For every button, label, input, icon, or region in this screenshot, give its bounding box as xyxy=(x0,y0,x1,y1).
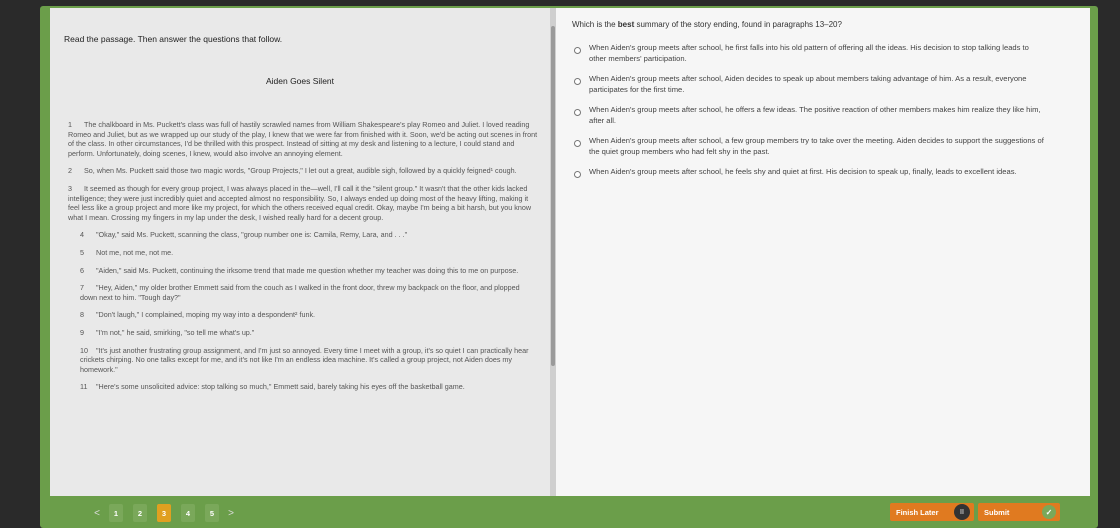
radio-button[interactable] xyxy=(574,47,581,54)
paragraph-9: 9 "I'm not," he said, smirking, "so tell me what's up." xyxy=(80,327,255,337)
paragraph-1: 1 The chalkboard in Ms. Puckett's class was full of hastily scrawled names from William Shakespeare's play Romeo and Juliet. I loved reading Romeo and Juliet, but as we wrapped up our study of the play, I knew that we were far from finished with it. Soon, we'd be acting out scenes in front of the class. In other circumstances, I'd be thrilled with this prospect. Instead of sitting at my desk and listening to a lecture, I could stand and perform. Unfortunately, doing scenes, I knew, would also involve an annoying element. xyxy=(68,120,538,158)
story-title: Aiden Goes Silent xyxy=(265,76,335,86)
radio-button[interactable] xyxy=(574,140,581,147)
paragraph-11: 11 "Here's some unsolicited advice: stop talking so much," Emmett said, barely taking his eyes off the basketball game. xyxy=(80,382,465,392)
finish-later-button[interactable]: Finish Later xyxy=(890,503,974,521)
paragraph-10: 10 "It's just another frustrating group assignment, and I'm just so annoyed. Every time I meet with a group, it's so quiet I can practically hear crickets chirping. No one talks except for me, and it's not like I'm an endless idea machine. It's called a group project, not Aiden does my homework." xyxy=(80,345,529,374)
paragraph-4: 4 "Okay," said Ms. Puckett, scanning the class, "group number one is: Camila, Remy, Lara, and . . ." xyxy=(80,230,408,240)
page-button-2[interactable]: 2 xyxy=(133,504,147,522)
passage-text xyxy=(68,120,538,400)
answer-option-3[interactable]: When Aiden's group meets after school, he offers a few ideas. The positive reaction of other members makes him realize they like him, after all. xyxy=(572,105,1076,126)
radio-button[interactable] xyxy=(574,171,581,178)
page-button-5[interactable]: 5 xyxy=(205,504,219,522)
answer-option-5[interactable]: When Aiden's group meets after school, he feels shy and quiet at first. His decision to speak up, finally, leads to excellent ideas. xyxy=(572,167,1076,178)
submit-label: Submit xyxy=(984,507,1010,517)
bottom-nav-bar xyxy=(50,500,1090,526)
question-text: Which is the best summary of the story ending, found in paragraphs 13–20? xyxy=(572,20,842,29)
test-window xyxy=(50,8,1090,496)
checkmark-icon: ✓ xyxy=(1042,505,1056,519)
answer-option-1[interactable]: When Aiden's group meets after school, he first falls into his old pattern of offering all the ideas. His decision to stop talking leads to other members' participation. xyxy=(572,43,1076,64)
radio-button[interactable] xyxy=(574,78,581,85)
question-pager xyxy=(90,504,238,522)
next-arrow-icon[interactable]: > xyxy=(228,507,234,519)
scrollbar-thumb[interactable] xyxy=(551,26,555,366)
page-button-1[interactable]: 1 xyxy=(109,504,123,522)
paragraph-6: 6 "Aiden," said Ms. Puckett, continuing the irksome trend that made me question whether my teacher was doing this to me on purpose. xyxy=(80,265,519,275)
pause-icon[interactable]: II xyxy=(954,504,970,520)
paragraph-5: 5 Not me, not me, not me. xyxy=(80,247,174,257)
passage-pane[interactable] xyxy=(50,8,550,496)
question-pane xyxy=(556,8,1090,496)
submit-button[interactable] xyxy=(978,503,1060,521)
answer-option-4[interactable]: When Aiden's group meets after school, a few group members try to take over the meeting. Aiden decides to support the suggestions of the quiet group members who had felt shy in the past. xyxy=(572,136,1076,157)
paragraph-7: 7 "Hey, Aiden," my older brother Emmett said from the couch as I walked in the front door, threw my backpack on the floor, and plopped down next to him. "Tough day?" xyxy=(80,283,520,302)
paragraph-8: 8 "Don't laugh," I complained, moping my way into a despondent² funk. xyxy=(80,310,316,320)
page-button-4[interactable]: 4 xyxy=(181,504,195,522)
paragraph-3: 3 It seemed as though for every group project, I was always placed in the—well, I'll call it the "silent group." It wasn't that the other kids lacked intelligence; they were just incredibly quiet and accepted almost no responsibility. So, I always ended up doing most of the heavy lifting, making it feel less like a group project and more like my project, for which the others received equal credit. Okay, maybe I'm being a bit harsh, but you know what I mean. Crossing my fingers in my lap under the desk, I wished really hard for a decent group. xyxy=(68,183,532,222)
page-button-3[interactable]: 3 xyxy=(157,504,171,522)
instructions: Read the passage. Then answer the questions that follow. xyxy=(64,34,283,44)
answer-option-2[interactable]: When Aiden's group meets after school, Aiden decides to speak up about members taking advantage of him. As a result, everyone participates for the first time. xyxy=(572,74,1076,95)
radio-button[interactable] xyxy=(574,109,581,116)
paragraph-2: 2 So, when Ms. Puckett said those two magic words, "Group Projects," I let out a great, audible sigh, followed by a quickly feigned¹ cough. xyxy=(68,166,517,176)
prev-arrow-icon[interactable]: < xyxy=(94,507,100,519)
